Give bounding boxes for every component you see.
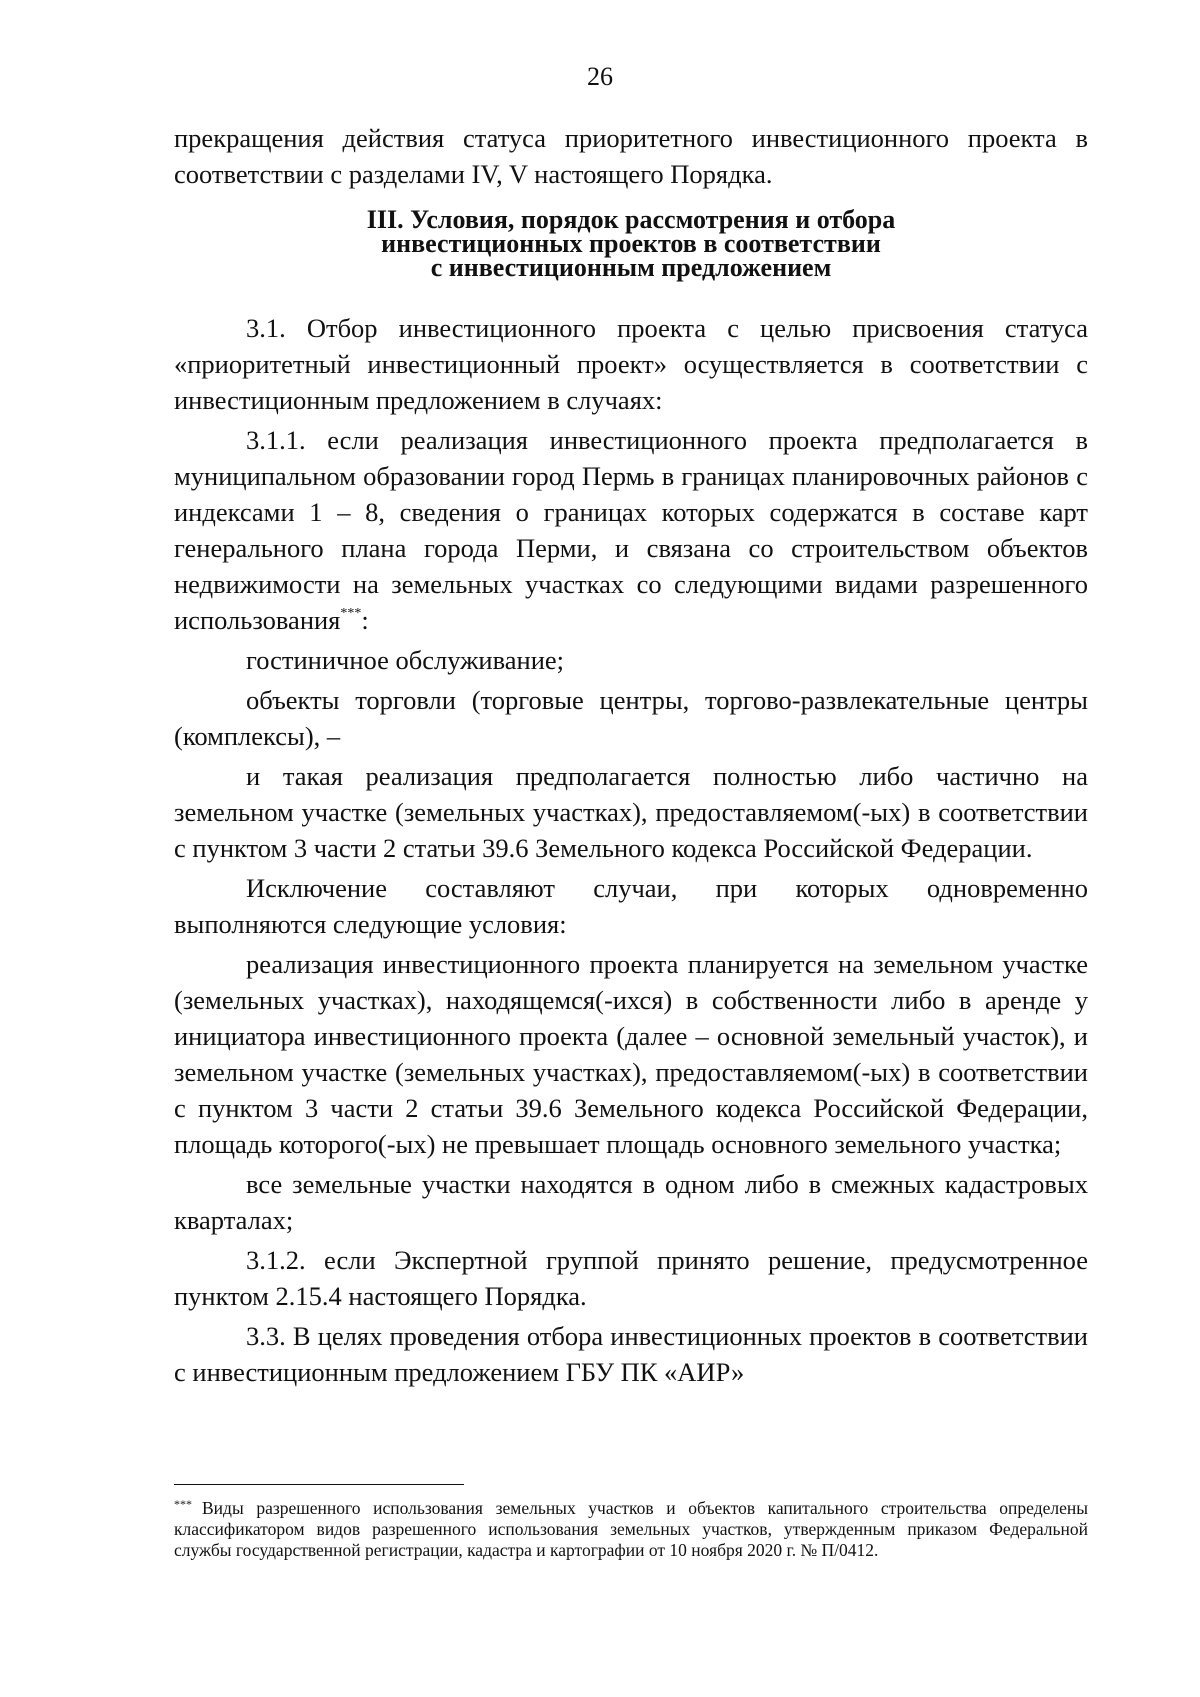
paragraph-exception: Исключение составляют случаи, при которых одновременно выполняются следующие условия: bbox=[174, 873, 1088, 939]
paragraph-3-1-1-text: 3.1.1. если реализация инвестиционного проекта предполагается в муниципальном образовании город Пермь в границах планировочных районов с индексами 1 – 8, сведения о границах которых содержатся в составе карт генерального плана города Перми, и связана со строительством объектов недвижимости на земельных участках со следующими видами разрешенного использования bbox=[174, 425, 1088, 635]
footnote-marker: *** bbox=[174, 1497, 192, 1511]
document-body bbox=[174, 120, 1088, 1390]
section-heading-line: III. Условия, порядок рассмотрения и отбора bbox=[366, 205, 896, 234]
paragraph-3-1-1-end: : bbox=[361, 605, 369, 635]
list-item-hotel: гостиничное обслуживание; bbox=[246, 645, 564, 675]
footnote-text: Виды разрешенного использования земельных участков и объектов капитального строительства определены классификатором видов разрешенного использования земельных участков, утвержденным приказом Федеральной службы государственной регистрации, кадастра и картографии от 10 ноября 2020 г. № П/0412. bbox=[174, 1498, 1088, 1560]
footnote bbox=[174, 1498, 1088, 1561]
list-item-trade: объекты торговли (торговые центры, торгово-развлекательные центры (комплексы), – bbox=[174, 685, 1088, 751]
paragraph-3-1: 3.1. Отбор инвестиционного проекта с целью присвоения статуса «приоритетный инвестиционный проект» осуществляется в соответствии с инвестиционным предложением в случаях: bbox=[174, 313, 1088, 415]
section-heading bbox=[174, 205, 1088, 282]
section-heading-line: с инвестиционным предложением bbox=[430, 253, 832, 282]
paragraph-3-3: 3.3. В целях проведения отбора инвестиционных проектов в соответствии с инвестиционным предложением ГБУ ПК «АИР» bbox=[174, 1321, 1088, 1387]
paragraph-condition-1: реализация инвестиционного проекта планируется на земельном участке (земельных участках), находящемся(-ихся) в собственности либо в аренде у инициатора инвестиционного проекта (далее – основной земельный участок), и земельном участке (земельных участках), предоставляемом(-ых) в соответствии с пунктом 3 части 2 статьи 39.6 Земельного кодекса Российской Федерации, площадь которого(-ых) не превышает площадь основного земельного участка; bbox=[174, 949, 1088, 1159]
footnote-separator bbox=[174, 1484, 464, 1485]
paragraph-3-1-2: 3.1.2. если Экспертной группой принято решение, предусмотренное пунктом 2.15.4 настоящего Порядка. bbox=[174, 1245, 1088, 1311]
page-number: 26 bbox=[587, 62, 613, 91]
section-heading-line: инвестиционных проектов в соответствии bbox=[381, 229, 881, 258]
paragraph-3-1-1 bbox=[174, 422, 1088, 638]
footnote-reference: *** bbox=[340, 606, 362, 621]
paragraph-land-plot: и такая реализация предполагается полностью либо частично на земельном участке (земельных участках), предоставляемом(-ых) в соответствии с пунктом 3 части 2 статьи 39.6 Земельного кодекса Российской Федерации. bbox=[174, 761, 1088, 863]
paragraph-condition-2: все земельные участки находятся в одном либо в смежных кадастровых кварталах; bbox=[174, 1169, 1088, 1235]
paragraph-continuation: прекращения действия статуса приоритетного инвестиционного проекта в соответствии с разделами IV, V настоящего Порядка. bbox=[174, 123, 1088, 189]
